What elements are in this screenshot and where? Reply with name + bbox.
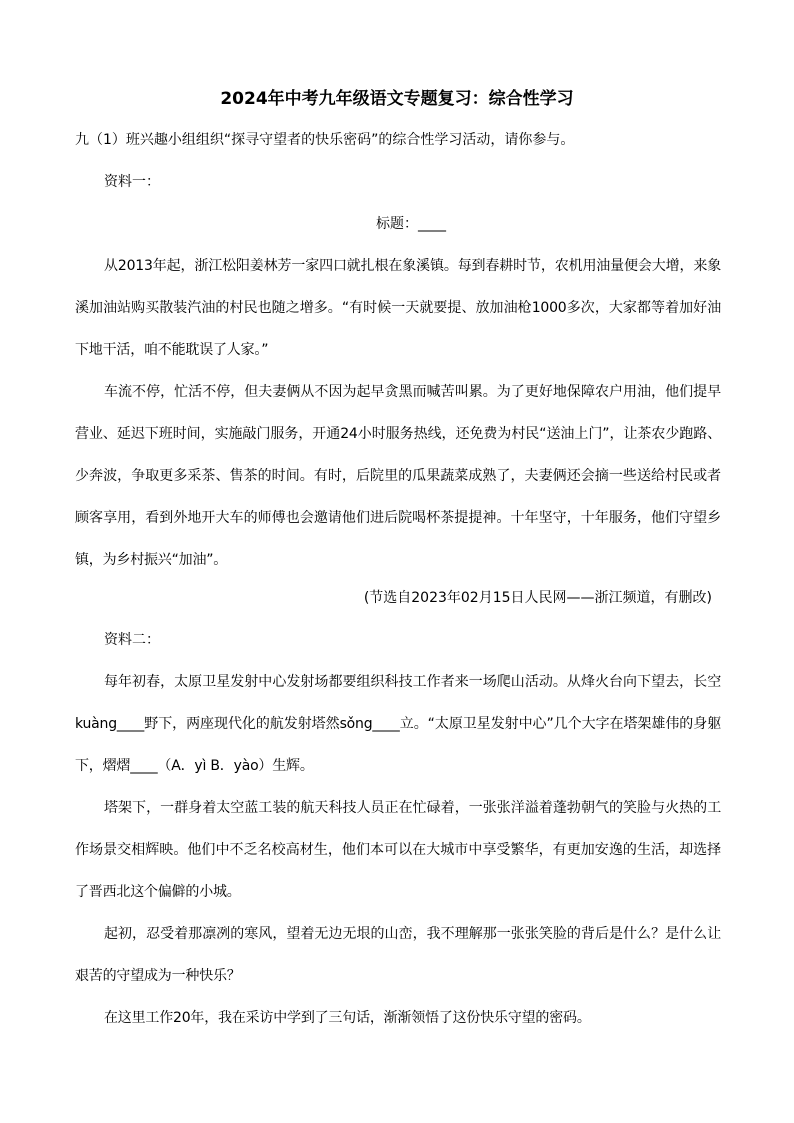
material-two-paragraph-1: 每年初春，太原卫星发射中心发射场都要组织科技工作者来一场爬山活动。从烽火台向下望去，长空kuàng____野下，两座现代化的航发射塔然sǒng____立。“太原卫星发射中心”几个大字在塔架雄伟的身躯下，熠熠____（A．yì B．yào）生辉。 [75, 674, 721, 774]
material-two-paragraph-3: 起初，忍受着那凛冽的寒风，望着无边无垠的山峦，我不理解那一张张笑脸的背后是什么？是什么让艰苦的守望成为一种快乐？ [75, 926, 721, 984]
material-two-paragraph-2: 塔架下，一群身着太空蓝工装的航天科技人员正在忙碌着，一张张洋溢着蓬勃朝气的笑脸与火热的工作场景交相辉映。他们中不乏名校高材生，他们本可以在大城市中享受繁华，有更加安逸的生活，却选择了晋西北这个偏僻的小城。 [75, 800, 721, 900]
question-intro: 九（1）班兴趣小组组织“探寻守望者的快乐密码”的综合性学习活动，请你参与。 [75, 132, 575, 148]
material-one-label: 资料一： [104, 174, 160, 190]
document-title: 2024年中考九年级语文专题复习：综合性学习 [220, 89, 574, 109]
material-one-paragraph-1: 从2013年起，浙江松阳姜林芳一家四口就扎根在象溪镇。每到春耕时节，农机用油量便会大增，来象溪加油站购买散装汽油的村民也随之增多。“有时候一天就要提、放加油枪1000多次，大家都等着加好油下地干活，咱不能耽误了人家。” [75, 258, 721, 358]
material-one-paragraph-2: 车流不停，忙活不停，但夫妻俩从不因为起早贪黑而喊苦叫累。为了更好地保障农户用油，他们提早营业、延迟下班时间，实施敲门服务，开通24小时服务热线，还免费为村民“送油上门”，让茶农少跑路、少奔波，争取更多采茶、售茶的时间。有时，后院里的瓜果蔬菜成熟了，夫妻俩还会摘一些送给村民或者顾客享用，看到外地开大车的师傅也会邀请他们进后院喝杯茶提提神。十年坚守，十年服务，他们守望乡镇，为乡村振兴“加油”。 [75, 384, 721, 568]
material-one-subtitle-blank: 标题：____ [376, 216, 446, 232]
material-two-paragraph-4: 在这里工作20年，我在采访中学到了三句话，渐渐领悟了这份快乐守望的密码。 [104, 1010, 591, 1026]
material-two-label: 资料二： [104, 632, 160, 648]
material-one-credit: (节选自2023年02月15日人民网——浙江频道，有删改) [363, 590, 712, 606]
